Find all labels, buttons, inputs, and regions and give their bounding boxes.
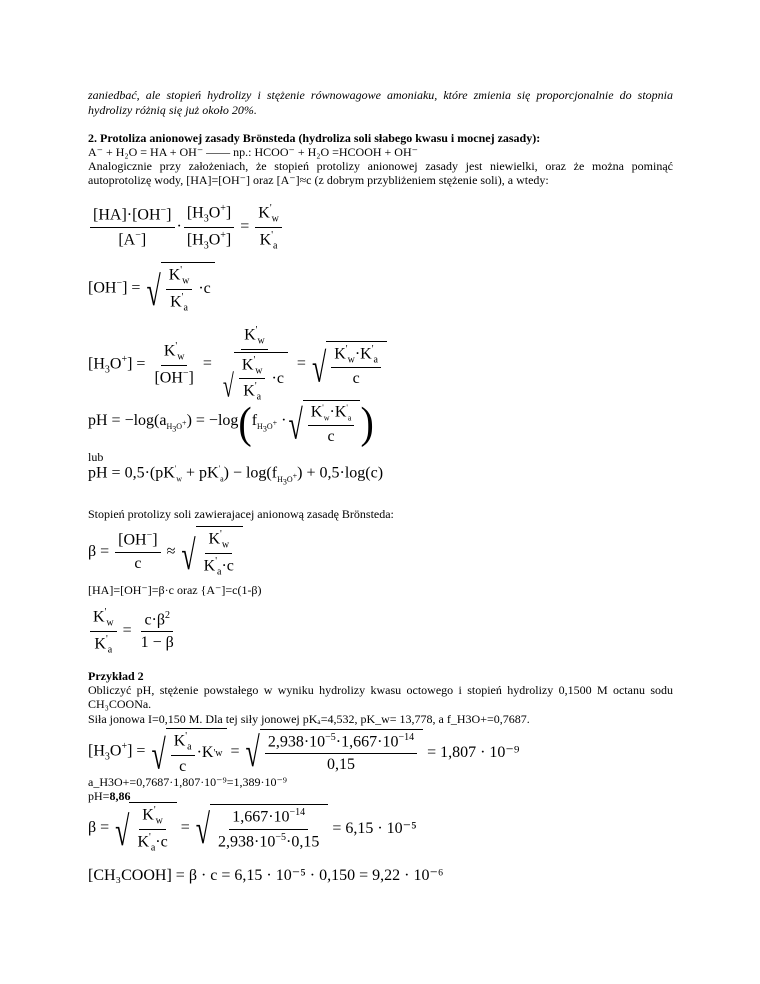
example-line-1: Obliczyć pH, stężenie powstałego w wyniku hydrolizy kwasu octowego i stopień hydrolizy 0,1500 M octanu sodu bbox=[88, 683, 673, 697]
h3o-result: = 1,807 · 10⁻⁹ bbox=[427, 743, 520, 761]
degree-intro: Stopień protolizy soli zawierajacej anionową zasadę Brönsteda: bbox=[88, 507, 394, 521]
example-line-2: CH₃COONa. bbox=[88, 697, 152, 711]
reaction-line: A⁻ + H₂O = HA + OH⁻ —— np.: HCOO⁻ + H₂O =HCOOH + OH⁻ bbox=[88, 145, 418, 159]
equation-equilibrium-ratio: $\frac{[HA]\cdot[OH^-]}{[A^-]}$ · $\frac{[H_3O^+]}{[H_3O^+]}$ = $\frac{K'_w}{K'_a}$ bbox=[88, 203, 284, 251]
equation-ph-log: pH = $-\log(a_{H_3O^+}) = -\log$ ( $f_{H_3O^+}$ · √ $\frac{K'_w\cdot K'_a}{c}$ ) bbox=[88, 397, 374, 448]
ch3cooh-equation-text: [CH₃COOH] = β · c = 6,15 · 10⁻⁵ · 0,150 = 9,22 · 10⁻⁶ bbox=[88, 867, 444, 884]
intro-line-1: zaniedbać, ale stopień hydrolizy i stężenie równowagowe amoniaku, które zmienia się proporcjonalnie do stopnia bbox=[88, 88, 673, 102]
section-heading: 2. Protoliza anionowej zasady Brönsteda (hydroliza soli słabego kwasu i mocnej zasady): bbox=[88, 131, 541, 145]
ha-relation: [HA]=[OH⁻]=β·c oraz {A⁻]=c(1-β) bbox=[88, 583, 262, 597]
equation-oh-concentration: [OH−] = √ $\frac{K'_w}{K'_a}$ ·c bbox=[88, 262, 215, 313]
assumption-line-1: Analogicznie przy założeniach, że stopień protolizy anionowej zasady jest niewielki, oraz że można pominąć bbox=[88, 159, 673, 173]
equation-ph-pk: pH = $0,5\cdot(pK'_w + pK'_a) - \log(f_{H_3O^+}) + 0,5\cdot\log(c)$ bbox=[88, 464, 384, 487]
example-line-3: Siła jonowa I=0,150 M. Dla tej siły jonowej pKₐ=4,532, pK_w= 13,778, a f_H3O+=0,7687. bbox=[88, 712, 530, 726]
assumption-line-2: autoprotolizę wody, [HA]=[OH⁻] oraz [A⁻]≈c (z dobrym przybliżeniem stężenie soli), a wtedy: bbox=[88, 173, 549, 187]
activity-line: a_H3O+=0,7687·1,807·10⁻⁹=1,389·10⁻⁹ bbox=[88, 775, 287, 789]
beta-result: = 6,15 · 10⁻⁵ bbox=[332, 819, 417, 837]
equation-beta-numeric: β = √ $\frac{K'_w}{K'_a\cdot c}$ = √ $\frac{1,667\cdot 10^{-14}}{2,938\cdot 10^{-5}\cdot 0,15}$ = 6,15 · 10⁻⁵ bbox=[88, 802, 417, 853]
equation-beta: β = $\frac{[OH^-]}{c}$ ≈ √ $\frac{K'_w}{K'_a\cdot c}$ bbox=[88, 526, 243, 577]
equation-h3o-numeric: $[H_3O^+]$ = √ $\frac{K'_a}{c}$ ·K ' w = √ $\frac{2,938\cdot 10^{-5}\cdot 1,667\cdot 10^{-14}}{0,15}$ = 1,807 · 10⁻⁹ bbox=[88, 729, 520, 778]
equation-kw-ka-beta: $\frac{K'_w}{K'_a}$ = $\frac{c\cdot\beta^2}{1 - \beta}$ bbox=[88, 607, 179, 655]
equation-ch3cooh bbox=[88, 865, 443, 885]
lub-text: lub bbox=[88, 450, 104, 464]
equation-h3o-concentration: $[H_3O^+]$ = $\frac{K'_w}{[OH^-]}$ = $K'_w$ √ $\frac{K'_w}{K'_a}$ ·c = √ $\frac{K'_w\cdot K'_a}{c}$ bbox=[88, 325, 387, 404]
ph-value: 8,86 bbox=[109, 789, 131, 803]
example-title: Przykład 2 bbox=[88, 669, 144, 683]
intro-line-2: hydrolizy różnią się już około 20%. bbox=[88, 103, 257, 117]
ph-label: pH= bbox=[88, 789, 110, 803]
